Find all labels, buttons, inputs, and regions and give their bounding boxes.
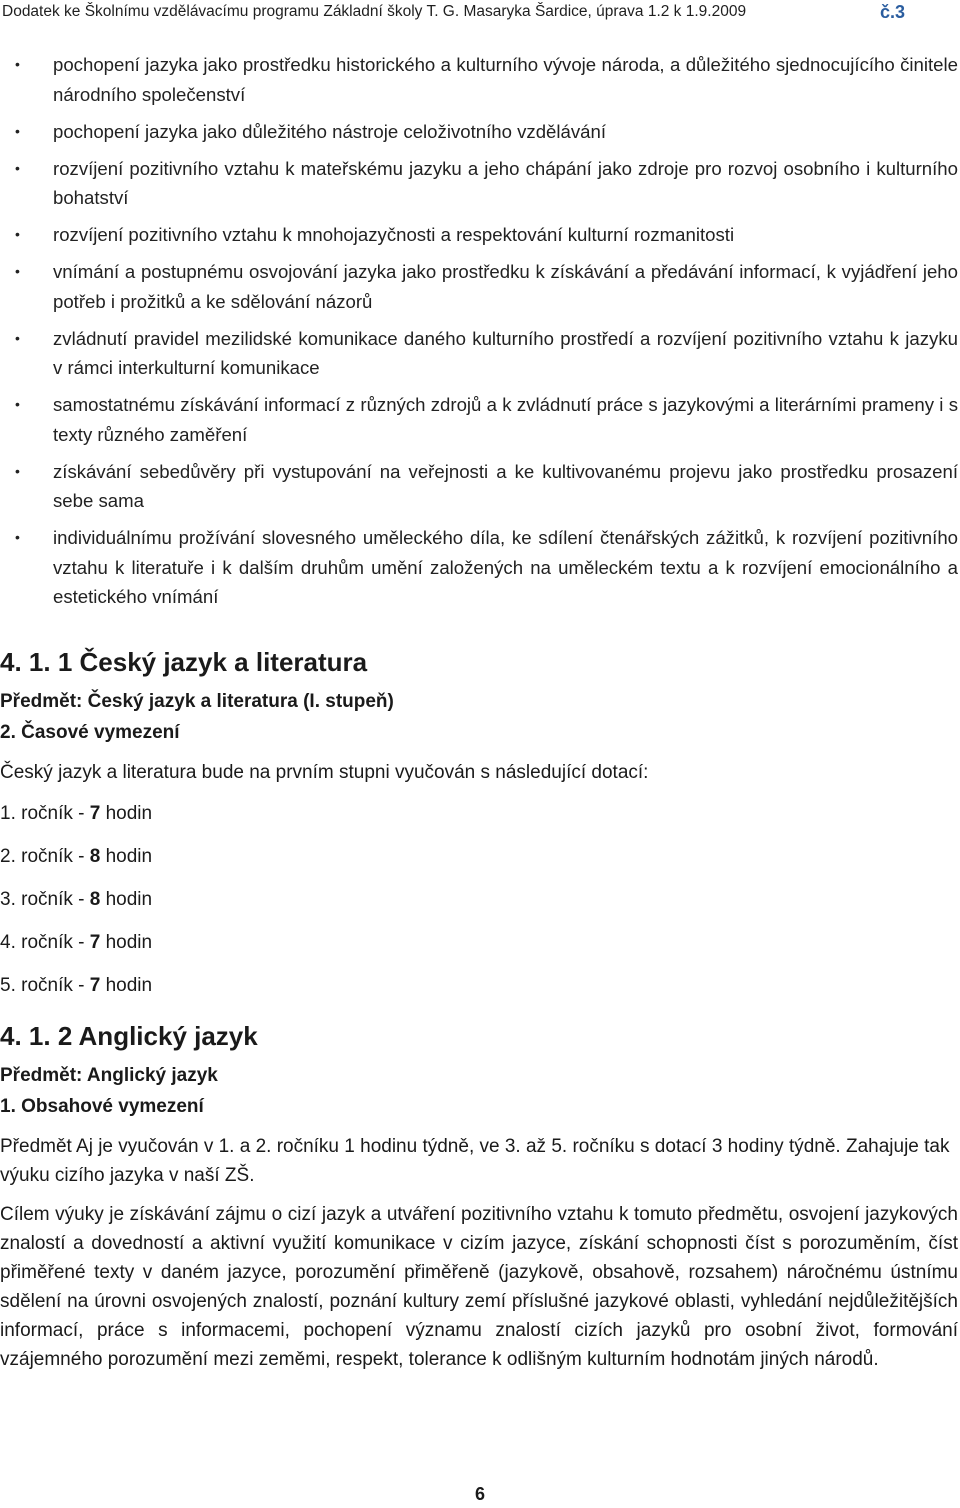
- grade-row: [0, 842, 958, 871]
- list-item: [0, 50, 960, 109]
- paragraph-goals: Cílem výuky je získávání zájmu o cizí jazyk a utváření pozitivního vztahu k tomuto předmětu, osvojení jazykových znalostí a dovedností a aktivní využití komunikace v cizím jazyce, získání schopnosti číst s porozuměním, číst přiměřené texty v daném jazyce, porozumění přiměřeně (jazykově, obsahově, rozsahem) náročnému ústnímu sdělení na úrovni osvojených znalostí, poznání kultury zemí příslušné jazykové oblasti, vyhledání nejdůležitějších informací, práce s informacemi, pochopení významu znalostí cizích jazyků pro osobní život, formování vzájemného porozumění mezi zeměmi, respekt, tolerance k odlišným kulturním hodnotám jiných národů.: [0, 1204, 958, 1370]
- grade-hours: 7: [89, 803, 101, 824]
- bullet-icon: •: [15, 56, 20, 72]
- subject-title-english: Předmět: Anglický jazyk: [0, 1065, 218, 1086]
- grade-unit: hodin: [100, 846, 153, 867]
- header-number: č.3: [880, 2, 906, 22]
- list-item: [0, 390, 960, 449]
- bullet-icon: •: [15, 159, 20, 176]
- list-item: [0, 523, 960, 612]
- bullet-icon: •: [15, 329, 20, 346]
- grade-label: 1. ročník -: [0, 803, 90, 824]
- list-item-text: rozvíjení pozitivního vztahu k mnohojazyčnosti a respektování kulturní rozmanitosti: [53, 224, 735, 245]
- grade-row: [0, 799, 958, 828]
- list-item: [0, 457, 960, 516]
- subheading-time-allocation: 2. Časové vymezení: [0, 722, 180, 743]
- list-item: [0, 220, 960, 250]
- grade-unit: hodin: [100, 932, 153, 953]
- bullet-icon: •: [15, 396, 20, 412]
- grade-hours: 7: [89, 932, 101, 953]
- list-item-text: zvládnutí pravidel mezilidské komunikace daného kulturního prostředí a rozvíjení pozitivního vztahu k jazyku v rámci interkulturní komunikace: [53, 327, 958, 378]
- grade-label: 2. ročník -: [0, 846, 90, 867]
- grade-label: 3. ročník -: [0, 889, 90, 910]
- grade-row: [0, 928, 958, 957]
- grade-unit: hodin: [100, 975, 153, 996]
- list-item-text: pochopení jazyka jako důležitého nástroje celoživotního vzdělávání: [53, 120, 607, 142]
- list-item-text: samostatnému získávání informací z různých zdrojů a k zvládnutí práce s jazykovými a literárními prameny i s texty různého zaměření: [53, 394, 958, 445]
- grade-hours: 8: [89, 889, 101, 910]
- grade-unit: hodin: [100, 803, 153, 824]
- list-item-text: individuálnímu prožívání slovesného uměleckého díla, ke sdílení čtenářských zážitků, k rozvíjení pozitivního vztahu k literatuře i k dalším druhům umění založených na uměleckém textu a k rozvíjení emocionálního a estetického vnímání: [53, 527, 958, 607]
- header-label: Dodatek ke Školnímu vzdělávacímu programu Základní školy T. G. Masaryka Šardice, úprava 1.2 k 1.9.2009: [2, 3, 747, 20]
- page-header: [0, 0, 960, 24]
- grade-label: 5. ročník -: [0, 975, 90, 996]
- document-body: [0, 640, 958, 1386]
- list-item: [0, 117, 960, 147]
- paragraph-hours: Předmět Aj je vyučován v 1. a 2. ročníku 1 hodinu týdně, ve 3. až 5. ročníku s dotací 3 hodiny týdně. Zahajuje tak výuku cizího jazyka v naší ZŠ.: [0, 1136, 950, 1186]
- section-heading-czech: 4. 1. 1 Český jazyk a literatura: [0, 647, 368, 677]
- grade-hours: 7: [89, 975, 101, 996]
- list-item-text: rozvíjení pozitivního vztahu k mateřskému jazyku a jeho chápání jako zdroje pro rozvoj osobního i kulturního bohatství: [53, 157, 958, 208]
- list-item-text: vnímání a postupnému osvojování jazyka jako prostředku k získávání a předávání informací, k vyjádření jeho potřeb i prožitků a ke sdělování názorů: [53, 261, 958, 312]
- list-item-text: pochopení jazyka jako prostředku historického a kulturního vývoje národa, a důležitého sjednocujícího činitele národního společenství: [53, 54, 958, 105]
- list-item-text: získávání sebedůvěry při vystupování na veřejnosti a ke kultivovanému projevu jako prostředku prosazení sebe sama: [53, 460, 958, 511]
- list-item: [0, 257, 960, 316]
- grade-hours: 8: [89, 846, 101, 867]
- grade-label: 4. ročník -: [0, 932, 90, 953]
- section-heading-english: 4. 1. 2 Anglický jazyk: [0, 1021, 258, 1051]
- bullet-icon: •: [15, 263, 20, 279]
- bullet-icon: •: [15, 462, 20, 479]
- subject-title-czech: Předmět: Český jazyk a literatura (I. stupeň): [0, 691, 394, 712]
- list-item: [0, 154, 960, 213]
- goals-bullet-list: [0, 50, 960, 619]
- list-item: [0, 324, 960, 383]
- grade-unit: hodin: [100, 889, 153, 910]
- grade-row: [0, 971, 958, 1000]
- page-number: 6: [474, 1484, 485, 1504]
- subheading-content: 1. Obsahové vymezení: [0, 1096, 204, 1117]
- bullet-icon: •: [15, 529, 20, 545]
- grade-row: [0, 885, 958, 914]
- allocation-intro: Český jazyk a literatura bude na prvním stupni vyučován s následující dotací:: [0, 762, 649, 783]
- bullet-icon: •: [15, 226, 20, 242]
- bullet-icon: •: [15, 122, 20, 139]
